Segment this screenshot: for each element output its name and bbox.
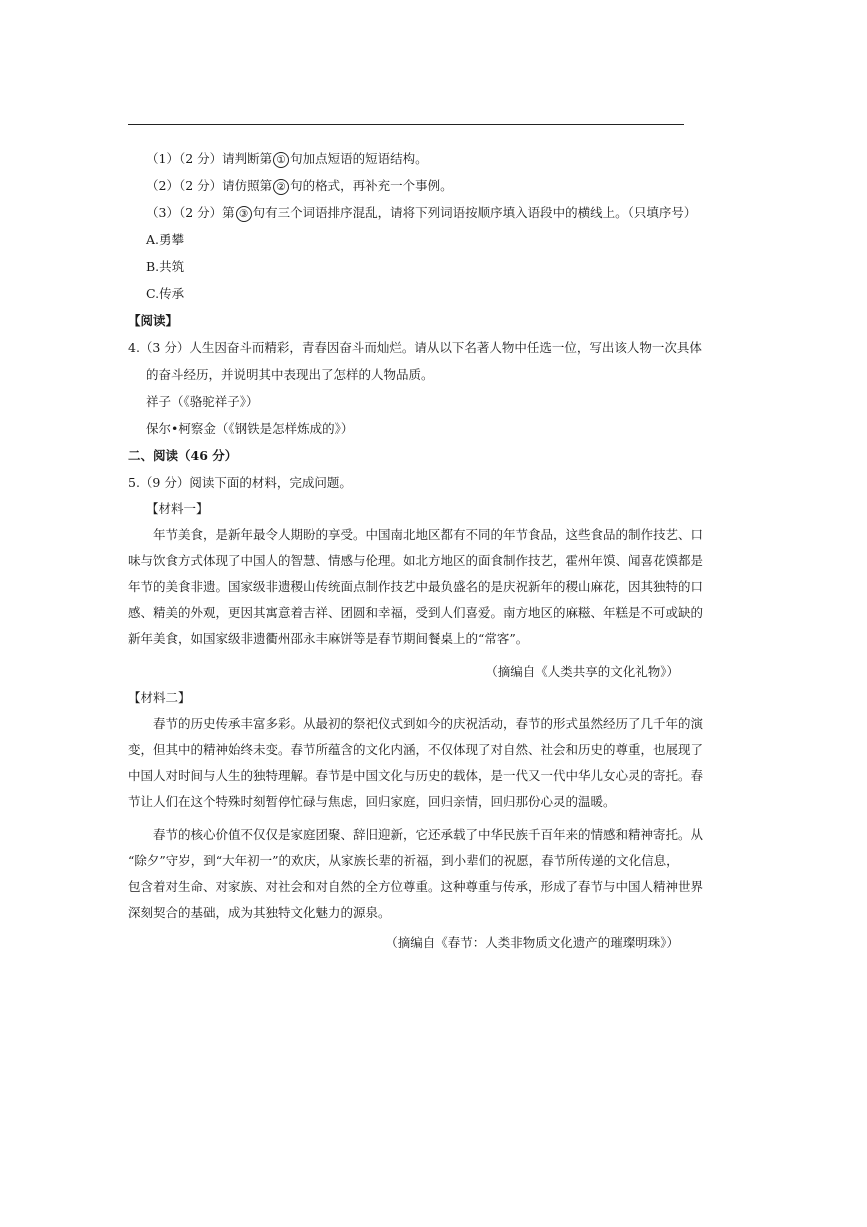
material2-line: 春节的核心价值不仅仅是家庭团聚、辞旧迎新，它还承载了中华民族千百年来的情感和精神寄托。从 [153,827,704,842]
option-b: B.共筑 [146,259,185,274]
circled-number-3: ③ [236,206,252,222]
material2-line: 包含着对生命、对家族、对社会和对自然的全方位尊重。这种尊重与传承，形成了春节与中国人精神世界 [128,879,704,894]
circled-number-1: ① [273,152,289,168]
section-reading-tag: 【阅读】 [128,313,179,328]
material1-source: （摘编自《人类共享的文化礼物》） [485,664,679,679]
material1-title: 【材料一】 [146,501,209,516]
header-rule [128,124,684,125]
q3-sub2-prefix: （2）（2 分）请仿照第 [146,178,273,193]
section2-title: 二、阅读（46 分） [128,448,238,463]
q4-choice-xiangzi: 祥子（《骆驼祥子》） [146,394,259,409]
material1-line: 年节的美食非遗。国家级非遗稷山传统面点制作技艺中最负盛名的是庆祝新年的稷山麻花，因其独特的口 [128,579,704,594]
q4-line2: 的奋斗经历，并说明其中表现出了怎样的人物品质。 [146,367,434,382]
q5-intro: 5.（9 分）阅读下面的材料，完成问题。 [128,475,352,490]
material2-para2 [128,822,704,926]
material1-line: 味与饮食方式体现了中国人的智慧、情感与伦理。如北方地区的面食制作技艺，霍州年馍、闻喜花馍都是 [128,553,704,568]
material2-line: “除夕”守岁，到“大年初一”的欢庆，从家族长辈的祈福，到小辈们的祝愿，春节所传递的文化信息， [128,853,679,868]
option-c: C.传承 [146,286,185,301]
material1-line: 年节美食，是新年最令人期盼的享受。中国南北地区都有不同的年节食品，这些食品的制作技艺、口 [153,527,704,542]
material2-line: 深刻契合的基础，成为其独特文化魅力的源泉。 [128,905,391,920]
material1-line: 新年美食，如国家级非遗衢州邵永丰麻饼等是春节期间餐桌上的“常客”。 [128,631,529,646]
q3-sub2 [146,177,453,195]
q4-choice-paul: 保尔•柯察金（《钢铁是怎样炼成的》） [146,421,354,436]
q3-sub1-prefix: （1）（2 分）请判断第 [146,151,273,166]
q3-sub1 [146,150,428,168]
material2-para1 [128,711,704,815]
material2-line: 春节的历史传承丰富多彩。从最初的祭祀仪式到如今的庆祝活动，春节的形式虽然经历了几千年的演 [153,716,704,731]
material1-line: 感、精美的外观，更因其寓意着吉祥、团圆和幸福，受到人们喜爱。南方地区的麻糍、年糕是不可或缺的 [128,605,704,620]
material2-title: 【材料二】 [128,690,191,705]
q3-sub2-suffix: 句的格式，再补充一个事例。 [290,178,453,193]
option-a: A.勇攀 [146,232,185,247]
material2-line: 中国人对时间与人生的独特理解。春节是中国文化与历史的载体，是一代又一代中华儿女心灵的寄托。春 [128,768,704,783]
q3-sub3-suffix: 句有三个词语排序混乱，请将下列词语按顺序填入语段中的横线上。（只填序号） [252,205,697,220]
circled-number-2: ② [273,179,289,195]
q3-sub1-suffix: 句加点短语的短语结构。 [290,151,428,166]
material2-line: 节让人们在这个特殊时刻暂停忙碌与焦虑，回归家庭，回归亲情，回归那份心灵的温暖。 [128,794,616,809]
q4-line1: 4.（3 分）人生因奋斗而精彩，青春因奋斗而灿烂。请从以下名著人物中任选一位，写出该人物一次具体 [128,340,702,355]
material2-line: 变，但其中的精神始终未变。春节所蕴含的文化内涵，不仅体现了对自然、社会和历史的尊重，也展现了 [128,742,704,757]
material1-text [128,522,704,652]
material2-source: （摘编自《春节：人类非物质文化遗产的璀璨明珠》） [385,935,679,950]
q3-sub3-prefix: （3）（2 分）第 [146,205,235,220]
q3-sub3 [146,204,696,222]
